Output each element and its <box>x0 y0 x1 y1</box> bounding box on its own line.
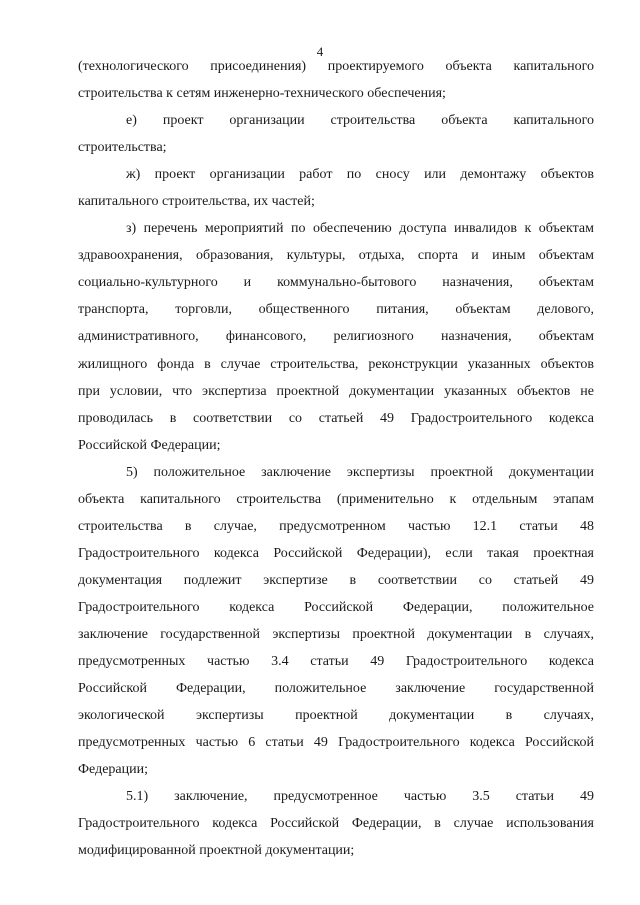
paragraph <box>78 161 594 215</box>
document-body <box>78 53 594 864</box>
text-line: модифицированной проектной документации; <box>78 843 355 859</box>
text-line: экологической экспертизы проектной документации в случаях, <box>78 708 594 724</box>
paragraph <box>78 783 594 864</box>
text-line: административного, финансового, религиозного назначения, объектам <box>78 329 594 345</box>
text-line: строительства; <box>78 140 167 156</box>
text-line: транспорта, торговли, общественного питания, объектам делового, <box>78 302 594 318</box>
text-line: здравоохранения, образования, культуры, отдыха, спорта и иным объектам <box>78 248 594 264</box>
paragraph <box>78 107 594 161</box>
text-line: (технологического присоединения) проектируемого объекта капитального <box>78 59 594 74</box>
text-line: жилищного фонда в случае строительства, реконструкции указанных объектов <box>78 356 594 372</box>
text-line: капитального строительства, их частей; <box>78 194 315 210</box>
text-line: Российской Федерации, положительное заключение государственной <box>78 681 594 697</box>
text-line: строительства в случае, предусмотренном частью 12.1 статьи 48 <box>78 518 594 534</box>
text-line: Градостроительного кодекса Российской Федерации), если такая проектная <box>78 545 594 561</box>
text-line: Российской Федерации; <box>78 437 221 453</box>
text-line: Градостроительного кодекса Российской Федерации, положительное <box>78 599 594 615</box>
text-line: предусмотренных частью 3.4 статьи 49 Градостроительного кодекса <box>78 654 594 670</box>
text-line: 5) положительное заключение экспертизы проектной документации <box>126 464 594 480</box>
text-line: Градостроительного кодекса Российской Федерации, в случае использования <box>78 816 594 832</box>
text-line: документация подлежит экспертизе в соответствии со статьей 49 <box>78 572 594 588</box>
text-line: ж) проект организации работ по сносу или демонтажу объектов <box>126 167 594 183</box>
text-line: при условии, что экспертиза проектной документации указанных объектов не <box>78 383 594 399</box>
paragraph <box>78 215 594 458</box>
text-line: строительства к сетям инженерно-технического обеспечения; <box>78 86 446 102</box>
text-line: социально-культурного и коммунально-бытового назначения, объектам <box>78 275 594 291</box>
text-line: заключение государственной экспертизы проектной документации в случаях, <box>78 626 594 642</box>
text-line: проводилась в соответствии со статьей 49 Градостроительного кодекса <box>78 410 594 426</box>
text-line: 5.1) заключение, предусмотренное частью 3.5 статьи 49 <box>126 789 594 805</box>
paragraph <box>78 459 594 784</box>
paragraph <box>78 53 594 107</box>
page-number: 4 <box>316 44 324 59</box>
text-line: объекта капитального строительства (применительно к отдельным этапам <box>78 491 594 507</box>
text-line: предусмотренных частью 6 статьи 49 Градостроительного кодекса Российской <box>78 735 594 751</box>
text-line: е) проект организации строительства объекта капитального <box>126 113 594 129</box>
text-line: з) перечень мероприятий по обеспечению доступа инвалидов к объектам <box>126 221 594 237</box>
text-line: Федерации; <box>78 762 149 778</box>
